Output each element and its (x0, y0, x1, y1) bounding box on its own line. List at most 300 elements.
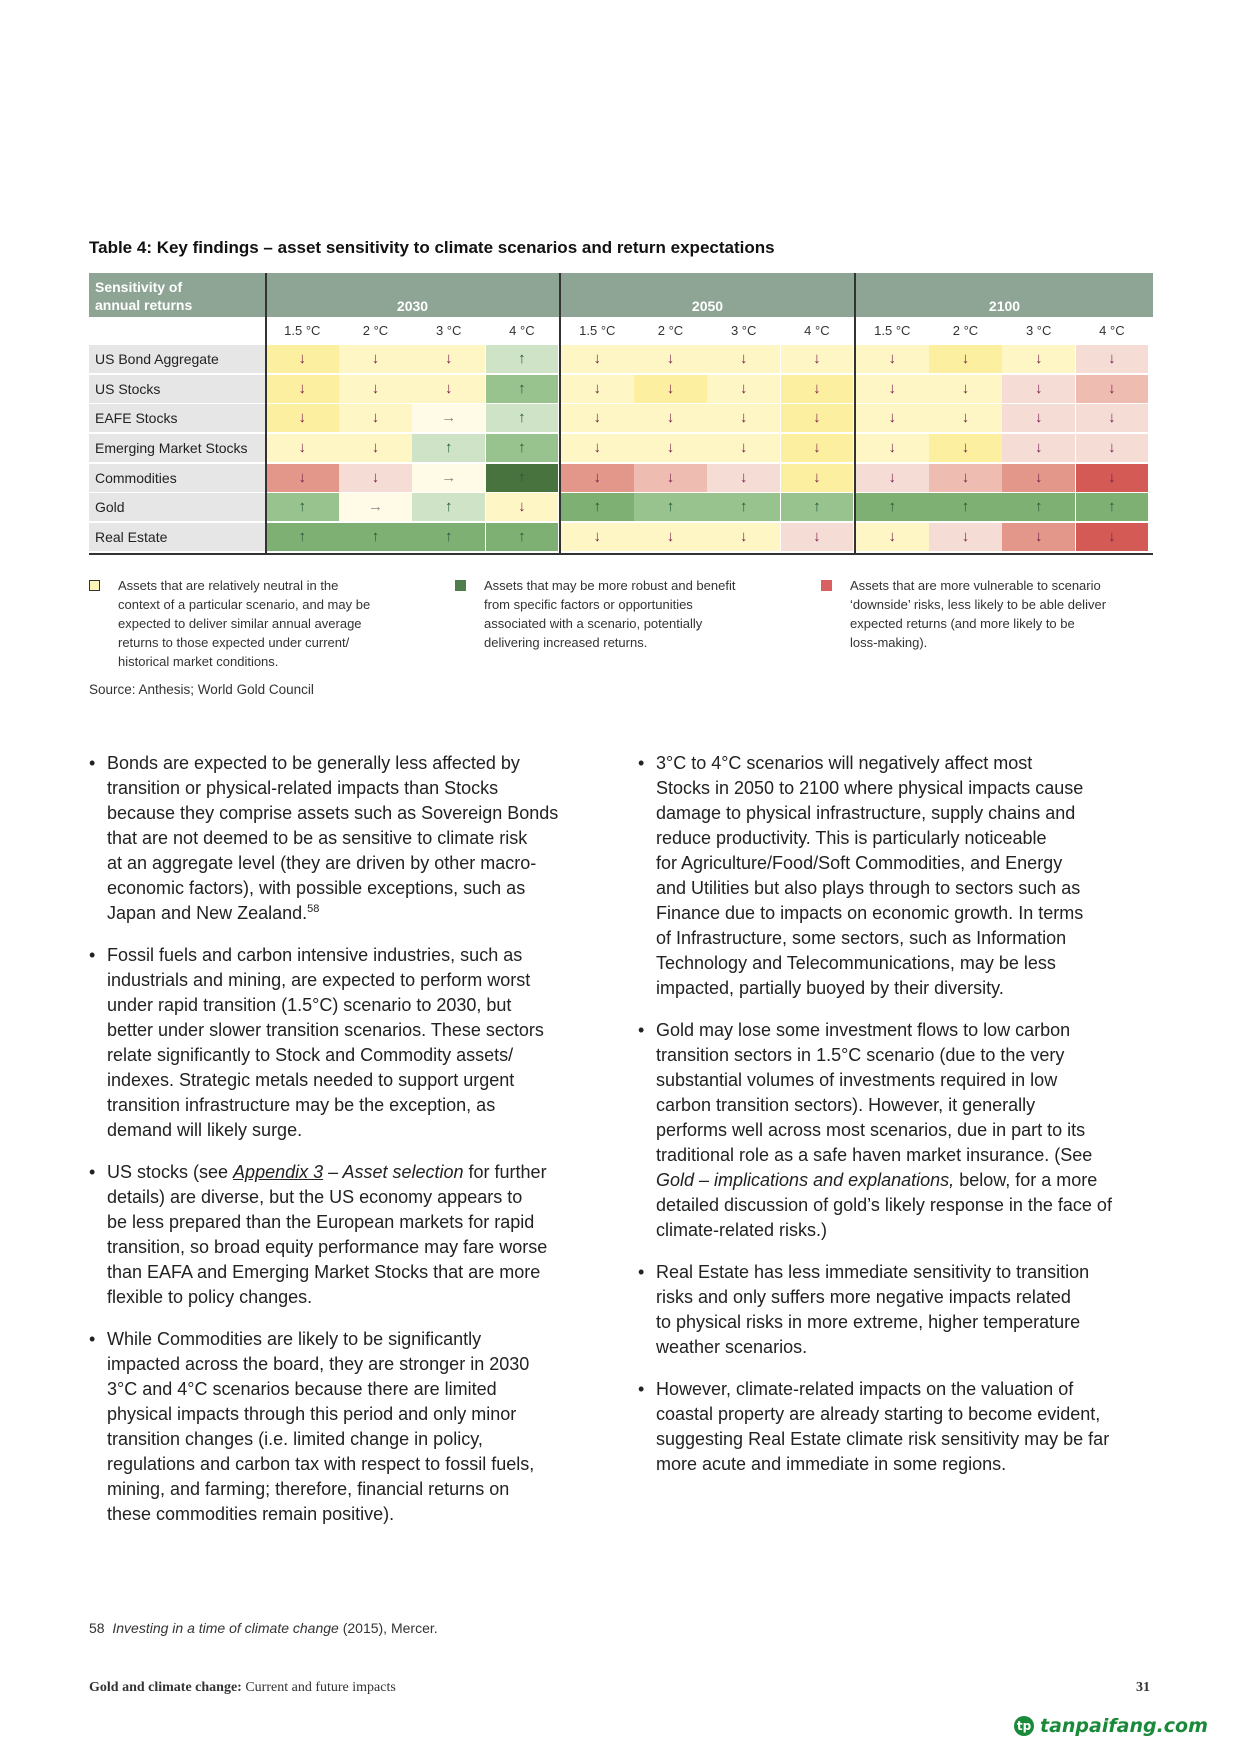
legend-line: returns to those expected under current/ (118, 635, 350, 650)
arrow-down-icon: ↓ (1034, 468, 1043, 486)
sensitivity-cell (781, 345, 854, 373)
sensitivity-cell (1076, 434, 1149, 462)
arrow-down-icon: ↓ (666, 350, 675, 367)
legend-line: ‘downside’ risks, less likely to be able deliver (850, 597, 1107, 612)
table-row (89, 375, 1153, 405)
text-line: reduce productivity. This is particularly noticeable (656, 828, 1047, 848)
text-line: Stocks in 2050 to 2100 where physical impacts cause (656, 778, 1084, 798)
arrow-down-icon: ↓ (444, 350, 453, 367)
arrow-down-icon: ↓ (1108, 528, 1116, 546)
arrow-down-icon: ↓ (813, 528, 821, 546)
row-label: Real Estate (89, 523, 265, 551)
arrow-up-icon: ↑ (1108, 498, 1116, 516)
arrow-up-icon: ↑ (593, 498, 602, 516)
arrow-down-icon: ↓ (593, 439, 602, 457)
sensitivity-cell (856, 345, 929, 373)
legend-line: associated with a scenario, potentially (484, 616, 703, 631)
text-line: physical impacts through this period and only minor (107, 1404, 517, 1424)
text-line: more acute and immediate in some regions. (656, 1454, 1007, 1474)
arrow-down-icon: ↓ (371, 350, 380, 367)
sensitivity-cell (929, 404, 1002, 432)
arrow-down-icon: ↓ (739, 468, 748, 486)
sensitivity-cell (634, 464, 707, 492)
sensitivity-cell (266, 404, 339, 432)
arrow-down-icon: ↓ (888, 409, 897, 427)
table-row (89, 493, 1153, 523)
scenario-label: 1.5 °C (874, 323, 911, 338)
scenario-label: 2 °C (657, 323, 684, 338)
sensitivity-cell (266, 375, 339, 403)
text-line: transition sectors in 1.5°C scenario (due to the very (656, 1045, 1065, 1065)
arrow-down-icon: ↓ (961, 379, 970, 397)
text-span: US stocks (see (107, 1162, 234, 1182)
sensitivity-cell (339, 434, 412, 462)
sensitivity-cell (856, 493, 929, 521)
sensitivity-cell (1002, 404, 1075, 432)
scenario-label: 1.5 °C (284, 323, 321, 338)
year-header-2050: 2050 (561, 273, 854, 317)
sensitivity-cell (634, 375, 707, 403)
arrow-down-icon: ↓ (813, 409, 821, 427)
sensitivity-cell (856, 464, 929, 492)
sensitivity-cell (1002, 523, 1075, 551)
sensitivity-cell (412, 375, 485, 403)
text-line: because they comprise assets such as Sovereign Bonds (107, 803, 559, 823)
arrow-up-icon: ↑ (739, 498, 748, 516)
sensitivity-cell (1002, 345, 1075, 373)
text-line: coastal property are already starting to become evident, (656, 1404, 1101, 1424)
arrow-down-icon: ↓ (813, 350, 821, 367)
arrow-down-icon: ↓ (593, 379, 602, 397)
footnote-number: 58 (89, 1620, 105, 1636)
arrow-down-icon: ↓ (593, 409, 602, 427)
arrow-up-icon: ↑ (888, 498, 897, 516)
text-line: these commodities remain positive). (107, 1504, 395, 1524)
arrow-down-icon: ↓ (666, 468, 675, 486)
sensitivity-cell (412, 523, 485, 551)
legend-swatch-neutral (89, 580, 100, 591)
left-column (89, 751, 603, 1544)
arrow-up-icon: ↑ (518, 379, 526, 397)
arrow-down-icon: ↓ (518, 498, 526, 516)
footer-bold: Gold and climate change: (89, 1680, 242, 1695)
bullet-item (89, 943, 603, 1143)
text-line: substantial volumes of investments required in low (656, 1070, 1058, 1090)
arrow-down-icon: ↓ (739, 350, 748, 367)
sensitivity-cell (929, 434, 1002, 462)
scenario-label: 3 °C (435, 323, 462, 338)
sensitivity-cell (266, 493, 339, 521)
arrow-up-icon: ↑ (518, 409, 526, 427)
text-line: climate-related risks.) (656, 1220, 828, 1240)
sensitivity-cell (707, 464, 780, 492)
arrow-down-icon: ↓ (1108, 409, 1116, 427)
sensitivity-cell (412, 434, 485, 462)
table-body (89, 345, 1153, 553)
arrow-down-icon: ↓ (813, 468, 821, 486)
text-line: better under slower transition scenarios. These sectors (107, 1020, 544, 1040)
text-line: carbon transition sectors). However, it generally (656, 1095, 1036, 1115)
sensitivity-cell (1076, 523, 1149, 551)
text-line: for Agriculture/Food/Soft Commodities, and Energy (656, 853, 1063, 873)
text-span: below, for a more (954, 1170, 1098, 1190)
arrow-down-icon: ↓ (298, 409, 307, 427)
sensitivity-cell (781, 493, 854, 521)
row-label: US Bond Aggregate (89, 345, 265, 373)
text-line: demand will likely surge. (107, 1120, 303, 1140)
text-line: to physical risks in more extreme, higher temperature (656, 1312, 1081, 1332)
row-label: Emerging Market Stocks (89, 434, 265, 462)
text-line (656, 1168, 1152, 1193)
sensitivity-cell (1002, 434, 1075, 462)
sensitivity-cell (486, 375, 559, 403)
bullet-item (89, 751, 603, 926)
arrow-down-icon: ↓ (888, 439, 897, 457)
sensitivity-cell (339, 404, 412, 432)
table-row (89, 434, 1153, 464)
table-row (89, 523, 1153, 553)
text-line: flexible to policy changes. (107, 1287, 313, 1307)
bullet-item (638, 1018, 1152, 1243)
text-line: and Utilities but also plays through to sectors such as (656, 878, 1081, 898)
sensitivity-cell (561, 493, 634, 521)
arrow-down-icon: ↓ (1034, 350, 1043, 367)
bullet-item (638, 1377, 1152, 1477)
sensitivity-cell (634, 345, 707, 373)
arrow-down-icon: ↓ (666, 528, 675, 546)
arrow-down-icon: ↓ (371, 439, 380, 457)
legend-line: historical market conditions. (118, 654, 279, 669)
arrow-down-icon: ↓ (444, 379, 453, 397)
year-header-2100: 2100 (856, 273, 1153, 317)
table-row (89, 404, 1153, 434)
arrow-down-icon: ↓ (298, 468, 307, 486)
sensitivity-cell (412, 345, 485, 373)
arrow-up-icon: ↑ (1034, 498, 1043, 516)
text-line (107, 1160, 603, 1185)
sensitivity-cell (707, 375, 780, 403)
text-line: industrials and mining, are expected to perform worst (107, 970, 531, 990)
arrow-right-icon: → (441, 468, 457, 486)
arrow-right-icon: → (441, 409, 457, 427)
column-divider (854, 273, 856, 555)
sensitivity-cell (339, 375, 412, 403)
sensitivity-cell (781, 523, 854, 551)
sensitivity-cell (339, 464, 412, 492)
scenario-label: 2 °C (952, 323, 979, 338)
footnote-ref: 58 (307, 903, 320, 915)
legend-line: context of a particular scenario, and may be (118, 597, 371, 612)
sensitivity-cell (412, 464, 485, 492)
scenario-label: 3 °C (1025, 323, 1052, 338)
sensitivity-cell (486, 464, 559, 492)
sensitivity-cell (929, 493, 1002, 521)
footnote-title: Investing in a time of climate change (112, 1620, 339, 1636)
sensitivity-cell (781, 434, 854, 462)
row-label: Commodities (89, 464, 265, 492)
text-line: • Bonds are expected to be generally less affected by (107, 753, 520, 773)
scenario-label: 2 °C (362, 323, 389, 338)
sensitivity-cell (561, 375, 634, 403)
table-row (89, 464, 1153, 494)
table-bottom-rule (89, 553, 1153, 555)
sensitivity-cell (856, 375, 929, 403)
sensitivity-cell (1002, 375, 1075, 403)
scenario-label: 4 °C (509, 323, 535, 338)
bullet-item (89, 1327, 603, 1527)
arrow-down-icon: ↓ (1034, 409, 1043, 427)
arrow-up-icon: ↑ (518, 439, 526, 457)
text-line: detailed discussion of gold’s likely response in the face of (656, 1195, 1112, 1215)
sensitivity-cell (929, 375, 1002, 403)
arrow-down-icon: ↓ (666, 409, 675, 427)
sensitivity-cell (1076, 404, 1149, 432)
scenario-label: 4 °C (804, 323, 830, 338)
arrow-down-icon: ↓ (813, 379, 821, 397)
arrow-down-icon: ↓ (961, 350, 970, 367)
arrow-down-icon: ↓ (739, 439, 748, 457)
sensitivity-cell (1076, 375, 1149, 403)
sensitivity-cell (781, 404, 854, 432)
sensitivity-cell (634, 493, 707, 521)
text-line: transition or physical-related impacts than Stocks (107, 778, 499, 798)
sensitivity-cell (412, 493, 485, 521)
text-line: • However, climate-related impacts on the valuation of (656, 1379, 1074, 1399)
watermark-logo-icon: tp (1014, 1716, 1034, 1736)
text-line: Technology and Telecommunications, may be less (656, 953, 1056, 973)
arrow-up-icon: ↑ (298, 528, 307, 546)
bullet-item (638, 1260, 1152, 1360)
table-source: Source: Anthesis; World Gold Council (89, 682, 314, 697)
watermark-text: tanpaifang.com (1040, 1715, 1208, 1737)
text-line: 3°C and 4°C scenarios because there are limited (107, 1379, 497, 1399)
sensitivity-cell (339, 493, 412, 521)
legend-line: Assets that are relatively neutral in the (118, 578, 339, 593)
sensitivity-table (89, 273, 1153, 553)
text-line: economic factors), with possible exceptions, such as (107, 878, 526, 898)
arrow-down-icon: ↓ (1108, 439, 1116, 457)
text-line: impacted, partially buoyed by their diversity. (656, 978, 1004, 998)
legend-line: loss-making). (850, 635, 928, 650)
sensitivity-cell (707, 523, 780, 551)
text-line: details) are diverse, but the US economy appears to (107, 1187, 523, 1207)
scenario-label: 1.5 °C (579, 323, 616, 338)
text-line: damage to physical infrastructure, supply chains and (656, 803, 1076, 823)
text-line: transition changes (i.e. limited change in policy, (107, 1429, 483, 1449)
arrow-down-icon: ↓ (1108, 379, 1116, 397)
legend-swatch-robust (455, 580, 466, 591)
scenario-label: 3 °C (730, 323, 757, 338)
sensitivity-cell (266, 434, 339, 462)
sensitivity-cell (1002, 464, 1075, 492)
sensitivity-cell (929, 345, 1002, 373)
sensitivity-cell (561, 434, 634, 462)
text-line: that are not deemed to be as sensitive to climate risk (107, 828, 528, 848)
header-label-line: Sensitivity of (95, 279, 183, 295)
legend-line: expected to deliver similar annual average (118, 616, 362, 631)
sensitivity-cell (856, 404, 929, 432)
text-line: performs well across most scenarios, due in part to its (656, 1120, 1086, 1140)
sensitivity-cell (561, 464, 634, 492)
sensitivity-cell (929, 464, 1002, 492)
legend-line: delivering increased returns. (484, 635, 648, 650)
sensitivity-cell (412, 404, 485, 432)
legend-text (484, 576, 735, 652)
bullet-item (638, 751, 1152, 1001)
header-label-line: annual returns (95, 297, 193, 313)
appendix-link[interactable]: Appendix 3 (233, 1162, 324, 1182)
text-line: transition, so broad equity performance may fare worse (107, 1237, 548, 1257)
text-line: risks and only suffers more negative impacts related (656, 1287, 1071, 1307)
sensitivity-cell (707, 434, 780, 462)
arrow-down-icon: ↓ (371, 379, 380, 397)
arrow-down-icon: ↓ (739, 379, 748, 397)
page-number: 31 (1136, 1680, 1150, 1695)
sensitivity-cell (707, 345, 780, 373)
text-line: Finance due to impacts on economic growth. In terms (656, 903, 1084, 923)
text-line: transition infrastructure may be the exception, as (107, 1095, 496, 1115)
text-span: Japan and New Zealand. (107, 903, 308, 923)
sensitivity-cell (634, 434, 707, 462)
footnote (89, 1620, 438, 1636)
sensitivity-cell (486, 404, 559, 432)
sensitivity-cell (266, 464, 339, 492)
sensitivity-cell (781, 375, 854, 403)
arrow-up-icon: ↑ (298, 498, 307, 516)
arrow-up-icon: ↑ (961, 498, 970, 516)
column-divider (265, 273, 267, 555)
text-line: • Fossil fuels and carbon intensive industries, such as (107, 945, 523, 965)
legend-line: expected returns (and more likely to be (850, 616, 1075, 631)
sensitivity-cell (339, 345, 412, 373)
text-line: under rapid transition (1.5°C) scenario to 2030, but (107, 995, 512, 1015)
text-line: mining, and farming; therefore, financial returns on (107, 1479, 510, 1499)
sensitivity-cell (856, 523, 929, 551)
sensitivity-cell (561, 404, 634, 432)
arrow-down-icon: ↓ (593, 350, 602, 367)
sensitivity-cell (486, 523, 559, 551)
footnote-rest: (2015), Mercer. (338, 1620, 438, 1636)
arrow-down-icon: ↓ (666, 379, 675, 397)
arrow-down-icon: ↓ (888, 528, 897, 546)
header-label (89, 273, 265, 317)
sensitivity-cell (266, 345, 339, 373)
arrow-up-icon: ↑ (444, 528, 453, 546)
arrow-down-icon: ↓ (813, 439, 821, 457)
text-line: suggesting Real Estate climate risk sensitivity may be far (656, 1429, 1110, 1449)
text-line (107, 901, 603, 926)
arrow-down-icon: ↓ (888, 350, 897, 367)
sensitivity-cell (707, 404, 780, 432)
arrow-up-icon: ↑ (813, 498, 821, 516)
sensitivity-cell (486, 434, 559, 462)
right-column (638, 751, 1152, 1494)
text-line: • While Commodities are likely to be significantly (107, 1329, 482, 1349)
arrow-down-icon: ↓ (298, 350, 307, 367)
text-line: • 3°C to 4°C scenarios will negatively affect most (656, 753, 1033, 773)
text-line: relate significantly to Stock and Commodity assets/ (107, 1045, 514, 1065)
text-line: • Gold may lose some investment flows to low carbon (656, 1020, 1071, 1040)
arrow-up-icon: ↑ (518, 350, 526, 367)
legend-line: from specific factors or opportunities (484, 597, 693, 612)
sensitivity-cell (1076, 493, 1149, 521)
arrow-up-icon: ↑ (666, 498, 675, 516)
arrow-up-icon: ↑ (518, 468, 526, 486)
section-reference: Gold – implications and explanations, (656, 1170, 955, 1190)
bullet-item (89, 1160, 603, 1310)
arrow-down-icon: ↓ (666, 439, 675, 457)
table-row (89, 345, 1153, 375)
scenario-label: 4 °C (1099, 323, 1125, 338)
arrow-down-icon: ↓ (961, 439, 970, 457)
sensitivity-cell (561, 523, 634, 551)
legend-text (850, 576, 1106, 652)
arrow-down-icon: ↓ (739, 409, 748, 427)
sensitivity-cell (486, 345, 559, 373)
arrow-down-icon: ↓ (1108, 350, 1116, 367)
row-label: Gold (89, 493, 265, 521)
arrow-down-icon: ↓ (739, 528, 748, 546)
arrow-down-icon: ↓ (371, 409, 380, 427)
row-label: US Stocks (89, 375, 265, 403)
arrow-up-icon: ↑ (444, 439, 453, 457)
arrow-down-icon: ↓ (1034, 379, 1043, 397)
legend-text (118, 576, 370, 671)
watermark (1016, 1715, 1208, 1737)
text-line: be less prepared than the European markets for rapid (107, 1212, 535, 1232)
sensitivity-cell (856, 434, 929, 462)
sensitivity-cell (266, 523, 339, 551)
arrow-down-icon: ↓ (298, 379, 307, 397)
row-label: EAFE Stocks (89, 404, 265, 432)
text-line: at an aggregate level (they are driven by other macro- (107, 853, 537, 873)
text-line: impacted across the board, they are stronger in 2030 (107, 1354, 530, 1374)
text-line: regulations and carbon tax with respect to fossil fuels, (107, 1454, 535, 1474)
arrow-down-icon: ↓ (888, 468, 897, 486)
scenario-header-row (89, 317, 1153, 345)
sensitivity-cell (1076, 464, 1149, 492)
text-line: of Infrastructure, some sectors, such as Information (656, 928, 1067, 948)
text-span: for further (463, 1162, 547, 1182)
text-span: – Asset selection (323, 1162, 464, 1182)
arrow-down-icon: ↓ (961, 468, 970, 486)
arrow-up-icon: ↑ (518, 528, 526, 546)
arrow-down-icon: ↓ (593, 468, 602, 486)
sensitivity-cell (707, 493, 780, 521)
arrow-down-icon: ↓ (961, 528, 970, 546)
arrow-down-icon: ↓ (888, 379, 897, 397)
arrow-down-icon: ↓ (1034, 528, 1043, 546)
sensitivity-cell (1002, 493, 1075, 521)
footer-title (89, 1680, 396, 1696)
text-line: traditional role as a safe haven market insurance. (See (656, 1145, 1093, 1165)
legend-line: Assets that may be more robust and benefit (484, 578, 736, 593)
sensitivity-cell (634, 523, 707, 551)
table-header-row (89, 273, 1153, 317)
text-line: • Real Estate has less immediate sensitivity to transition (656, 1262, 1090, 1282)
arrow-down-icon: ↓ (593, 528, 602, 546)
footer-subtitle: Current and future impacts (241, 1680, 396, 1695)
arrow-down-icon: ↓ (298, 439, 307, 457)
arrow-right-icon: → (367, 498, 383, 516)
text-line: indexes. Strategic metals needed to support urgent (107, 1070, 515, 1090)
sensitivity-cell (486, 493, 559, 521)
legend-line: Assets that are more vulnerable to scenario (850, 578, 1101, 593)
sensitivity-cell (634, 404, 707, 432)
text-line: weather scenarios. (656, 1337, 808, 1357)
sensitivity-cell (339, 523, 412, 551)
arrow-up-icon: ↑ (371, 528, 380, 546)
